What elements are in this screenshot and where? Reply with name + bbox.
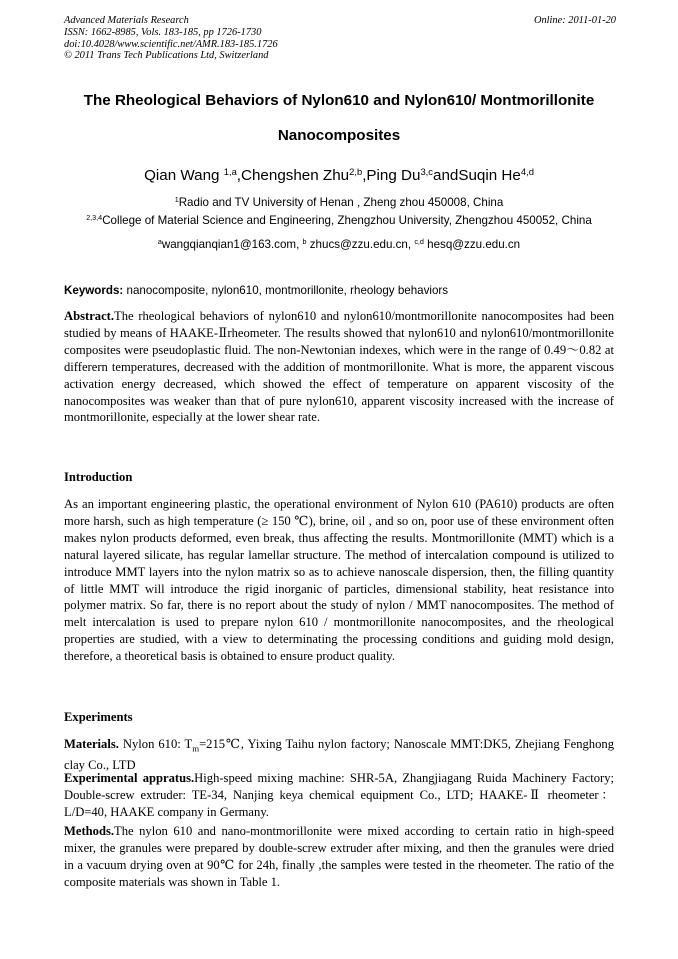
materials-text-end: =215℃, Yixing Taihu nylon factory; Nanoscale MMT:DK5, Zhejiang Fenghong clay Co., LTD	[64, 737, 614, 773]
email-address: wangqianqian1@163.com,	[161, 238, 303, 251]
affiliation-1	[40, 196, 638, 209]
issn-line: ISSN: 1662-8985, Vols. 183-185, pp 1726-1730	[64, 26, 262, 38]
copyright-line: © 2011 Trans Tech Publications Ltd, Switzerland	[64, 50, 269, 62]
journal-header	[64, 15, 616, 62]
melting-temp-subscript: m	[192, 743, 200, 754]
abstract-label: Abstract.	[64, 309, 115, 323]
materials-label: Materials.	[64, 737, 119, 751]
methods-paragraph	[64, 823, 614, 891]
paper-title-line-1: The Rheological Behaviors of Nylon610 and Nylon610/ Montmorillonite	[83, 92, 595, 109]
keywords	[64, 284, 624, 297]
author-name: andSuqin He	[433, 167, 521, 184]
author-affiliation-mark: 2,b	[349, 165, 363, 177]
affiliation-2	[40, 214, 638, 227]
keywords-text: nanocomposite, nylon610, montmorillonite, rheology behaviors	[123, 284, 449, 297]
email-address: hesq@zzu.edu.cn	[423, 238, 521, 251]
apparatus-label: Experimental appratus.	[64, 771, 195, 785]
affiliation-text: College of Material Science and Engineering, Zhengzhou University, Zhengzhou 450052, China	[102, 214, 592, 227]
experiments-heading: Experiments	[64, 710, 133, 724]
author-emails	[40, 238, 638, 251]
affiliation-mark: 1	[174, 195, 179, 205]
email-mark: a	[157, 237, 162, 247]
keywords-label: Keywords:	[64, 284, 124, 297]
apparatus-paragraph	[64, 770, 614, 821]
email-mark: b	[302, 237, 307, 247]
abstract-text: The rheological behaviors of nylon610 and nylon610/montmorillonite nanocomposites had been studied by means of HAAKE-Ⅱrheometer. The results showed that nylon610 and nylon610/montmorillonite composites were pseudoplastic fluid. The non-Newtonian indexes, which were in the range of 0.49～0.82 at differern temperatures, decreased with the addition of montmorillonite. What is more, the apparent viscous activation energy decreased, which showed the effect of temperature on apparent viscosity of the nanocomposites was weaker than that of pure nylon610, apparent viscosity increased with the increase of montmorillonite, especially at the lower shear rate.	[64, 309, 614, 425]
author-name: ,Chengshen Zhu	[236, 167, 350, 184]
author-name: Qian Wang	[144, 167, 224, 184]
email-address: zhucs@zzu.edu.cn,	[306, 238, 415, 251]
author-list	[40, 167, 638, 184]
email-mark: c,d	[414, 237, 424, 247]
doi-line: doi:10.4028/www.scientific.net/AMR.183-185.1726	[64, 38, 278, 50]
apparatus-text: High-speed mixing machine: SHR-5A, Zhangjiagang Ruida Machinery Factory; Double-screw extruder: TE-34, Nanjing keya chemical equipment Co., LTD; HAAKE-Ⅱ rheometer：L/D=40, HAAKE company in Germany.	[64, 771, 615, 819]
materials-paragraph	[64, 736, 614, 774]
author-name: ,Ping Du	[362, 167, 421, 184]
methods-label: Methods.	[64, 824, 115, 838]
online-date: Online: 2011-01-20	[533, 15, 616, 26]
introduction-heading: Introduction	[64, 470, 133, 484]
author-affiliation-mark: 4,d	[520, 165, 534, 177]
methods-text: The nylon 610 and nano-montmorillonite were mixed according to certain ratio in high-speed mixer, the granules were prepared by double-screw extruder after mixing, and then the granules were dried in a vacuum drying oven at 90℃ for 24h, finally ,the samples were tested in the rheometer. The ratio of the composite materials was shown in Table 1.	[64, 824, 614, 889]
author-affiliation-mark: 3,c	[420, 165, 434, 177]
paper-title-line-2: Nanocomposites	[277, 127, 401, 144]
materials-text-start: Nylon 610: T	[118, 737, 193, 751]
introduction-text: As an important engineering plastic, the operational environment of Nylon 610 (PA610) products are often more harsh, such as high temperature (≥ 150 ℃), brine, oil , and so on, poor use of these environment often makes nylon products deformed, even break, thus affecting the results. Montmorillonite (MMT) which is a natural layered silicate, has regular lamellar structure. The method of intercalation compound is utilized to introduce MMT layers into the nylon matrix so as to achieve nanoscale dispersion, then, the filling quantity of little MMT will introduce the rigid inorganic of particles, dimensional stability, heat resistance into polymer matrix. So far, there is no report about the study of nylon / MMT nanocomposites. The method of melt intercalation is used to prepare nylon 610 / montmorillonite nanocomposites, and the rheological properties are studied, with a view to determinating the processing conditions and guiding mold design, therefore, a theoretical basis is obtained to ensure product quality.	[64, 497, 614, 664]
affiliation-mark: 2,3,4	[86, 213, 103, 223]
author-affiliation-mark: 1,a	[223, 165, 237, 177]
abstract	[64, 308, 614, 426]
journal-name: Advanced Materials Research	[64, 15, 189, 26]
affiliation-text: Radio and TV University of Henan , Zheng zhou 450008, China	[178, 196, 504, 209]
